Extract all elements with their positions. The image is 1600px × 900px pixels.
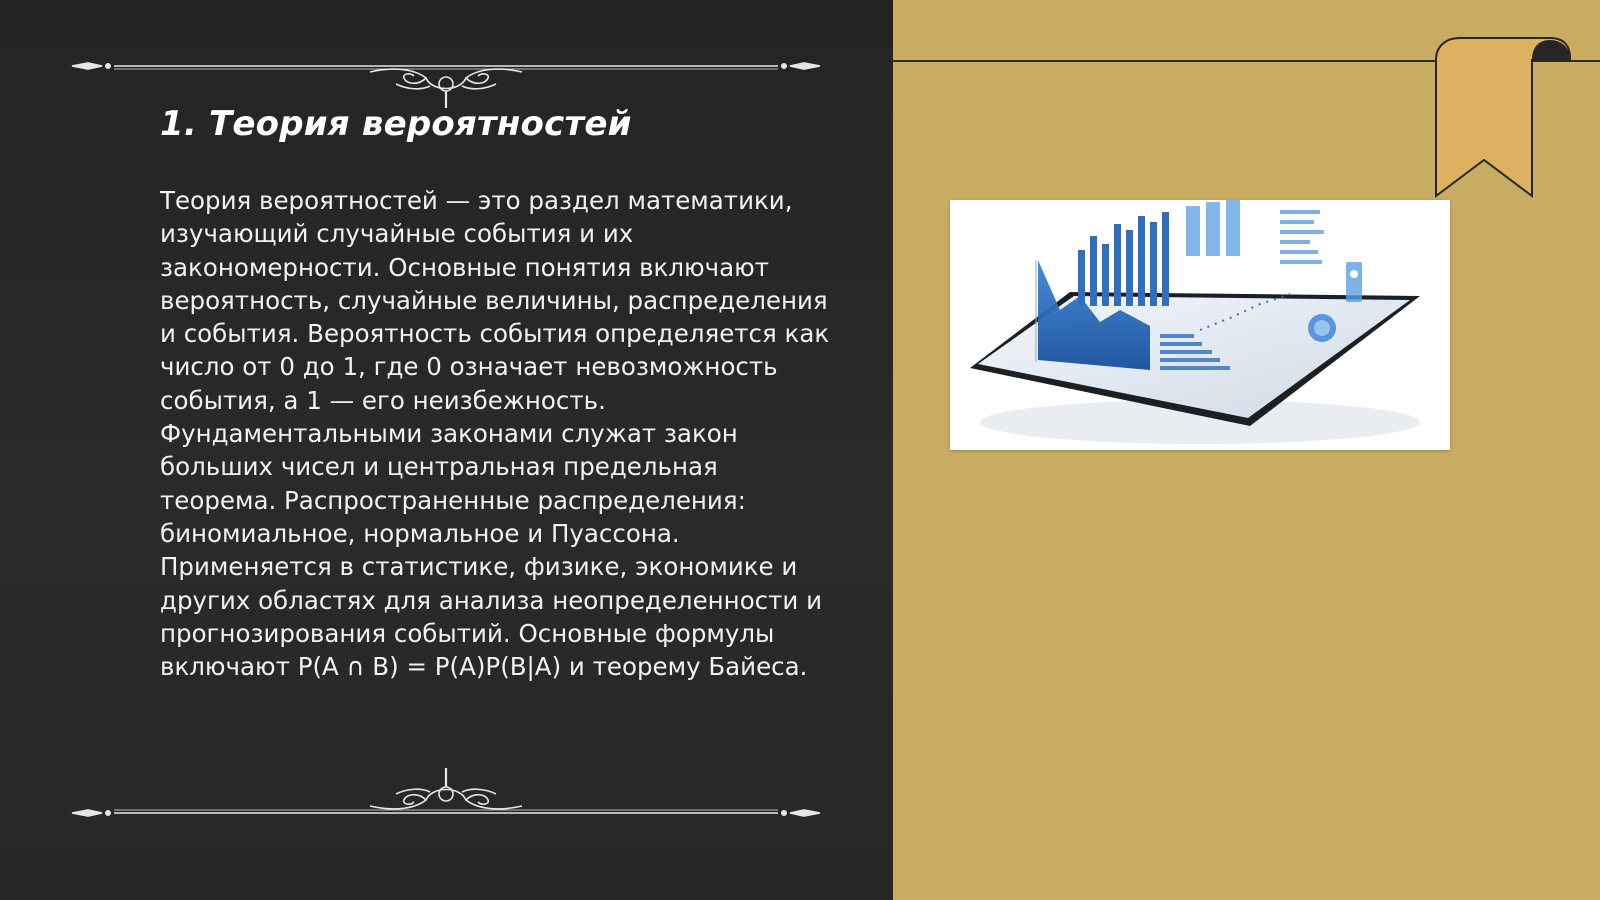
bookmark-ribbon-icon — [1432, 36, 1572, 201]
tablet-analytics-illustration — [950, 200, 1450, 450]
bottom-flourish-divider-icon — [66, 768, 826, 828]
slide-body-text: Теория вероятностей — это раздел математики, изучающий случайные события и их закономерности. Основные понятия включают вероятность, случайные величины, распределения и события. Вероятность события определяется как число от 0 до 1, где 0 означает невозможность события, а 1 — его неизбежность. Фундаментальными законами служат закон больших чисел и центральная предельная теорема. Распространенные распределения: биномиальное, нормальное и Пуассона. Применяется в статистике, физике, экономике и других областях для анализа неопределенности и прогнозирования событий. Основные формулы включают P(A ∩ B) = P(A)P(B|A) и теорему Байеса. — [160, 186, 830, 682]
slide-title: 1. Теория вероятностей — [160, 104, 632, 144]
top-flourish-divider-icon — [66, 48, 826, 108]
